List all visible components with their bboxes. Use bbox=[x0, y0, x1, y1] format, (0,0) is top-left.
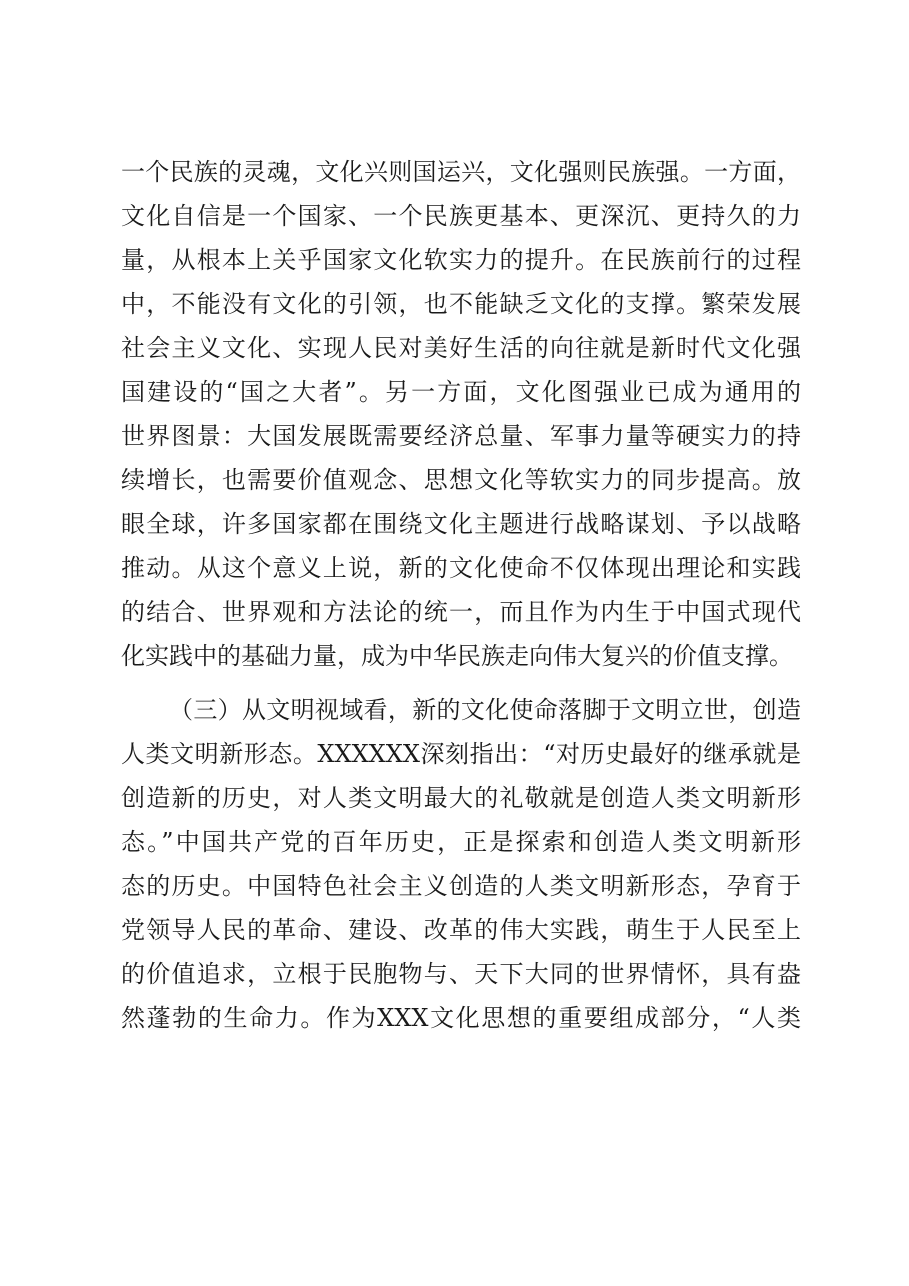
text-line: 然蓬勃的生命力。作为XXX文化思想的重要组成部分，“人类 bbox=[121, 1004, 801, 1032]
text-line: 推动。从这个意义上说，新的文化使命不仅体现出理论和实践 bbox=[121, 554, 801, 582]
text-line: 人类文明新形态。XXXXXX深刻指出：“对历史最好的继承就是 bbox=[121, 740, 801, 768]
text-line: 的价值追求，立根于民胞物与、天下大同的世界情怀，具有盎 bbox=[121, 960, 801, 988]
text-line: 化实践中的基础力量，成为中华民族走向伟大复兴的价值支撑。 bbox=[121, 642, 793, 670]
text-line: 眼全球，许多国家都在围绕文化主题进行战略谋划、予以战略 bbox=[121, 510, 801, 538]
body-text bbox=[121, 150, 801, 1040]
text-line: 一个民族的灵魂，文化兴则国运兴，文化强则民族强。一方面， bbox=[121, 158, 801, 186]
text-line: 党领导人民的革命、建设、改革的伟大实践，萌生于人民至上 bbox=[121, 916, 801, 944]
text-line: 续增长，也需要价值观念、思想文化等软实力的同步提高。放 bbox=[121, 466, 801, 494]
text-line: 创造新的历史，对人类文明最大的礼敬就是创造人类文明新形 bbox=[121, 784, 801, 812]
text-line: 的结合、世界观和方法论的统一，而且作为内生于中国式现代 bbox=[121, 598, 801, 626]
text-line: 世界图景：大国发展既需要经济总量、军事力量等硬实力的持 bbox=[121, 422, 801, 450]
text-line: 国建设的“国之大者”。另一方面，文化图强业已成为通用的 bbox=[121, 378, 801, 406]
text-line: 量，从根本上关乎国家文化软实力的提升。在民族前行的过程 bbox=[121, 246, 801, 274]
text-line: 文化自信是一个国家、一个民族更基本、更深沉、更持久的力 bbox=[121, 202, 801, 230]
text-line: 中，不能没有文化的引领，也不能缺乏文化的支撑。繁荣发展 bbox=[121, 290, 801, 318]
text-line: 社会主义文化、实现人民对美好生活的向往就是新时代文化强 bbox=[121, 334, 801, 362]
paragraph-gap bbox=[121, 678, 801, 688]
paragraph-2 bbox=[121, 688, 801, 1040]
paragraph-1 bbox=[121, 150, 801, 678]
text-line: 态的历史。中国特色社会主义创造的人类文明新形态，孕育于 bbox=[121, 872, 801, 900]
text-line: 态。”中国共产党的百年历史，正是探索和创造人类文明新形 bbox=[121, 828, 801, 856]
text-line: （三）从文明视域看，新的文化使命落脚于文明立世，创造 bbox=[169, 696, 801, 724]
